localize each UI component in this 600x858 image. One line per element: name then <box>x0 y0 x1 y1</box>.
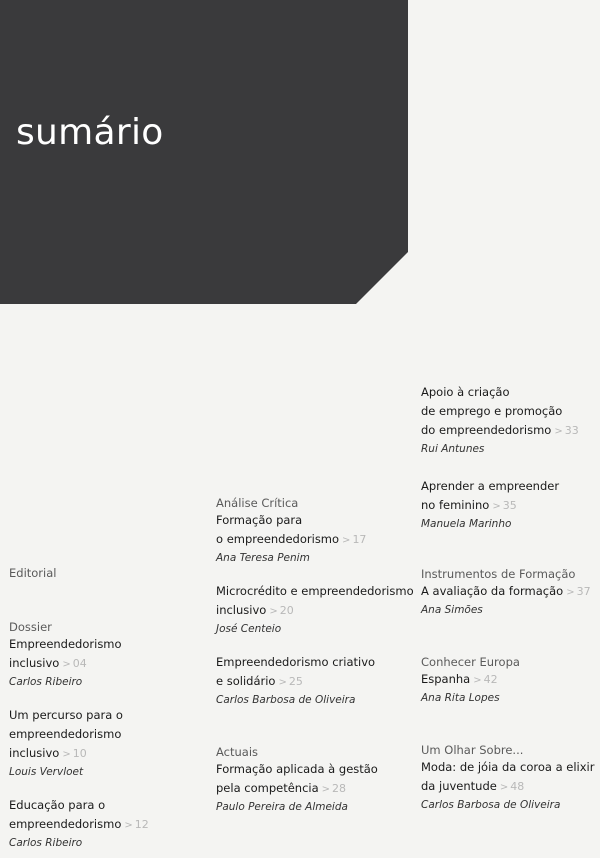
page-number: 17 <box>352 533 367 546</box>
entry-title: A avaliação da formação <box>421 584 564 598</box>
section-label-olhar: Um Olhar Sobre... <box>421 743 524 757</box>
author: Carlos Ribeiro <box>9 676 83 688</box>
entry-title: empreendedorismo inclusivo <box>9 727 122 760</box>
page-number: 35 <box>502 499 517 512</box>
entry-title: da juventude <box>421 779 497 793</box>
editorial-link[interactable]: Editorial <box>9 566 57 580</box>
toc-entry[interactable] <box>421 758 596 813</box>
entry-title-line: Aprender a empreender <box>421 479 560 493</box>
page-number: 37 <box>576 585 591 598</box>
page-number: 10 <box>72 747 87 760</box>
author: José Centeio <box>216 623 282 635</box>
arrow-icon: > <box>62 659 71 670</box>
arrow-icon: > <box>473 675 482 686</box>
toc-entry[interactable] <box>216 511 416 566</box>
arrow-icon: > <box>554 426 563 437</box>
entry-title: Espanha <box>421 672 471 686</box>
entry-title-line: Apoio à criação <box>421 385 510 399</box>
entry-title-line: Empreendedorismo criativo <box>216 655 376 669</box>
toc-entry[interactable] <box>9 706 199 780</box>
entry-title-line: Formação aplicada à gestão <box>216 762 378 776</box>
author: Carlos Barbosa de Oliveira <box>216 694 356 706</box>
arrow-icon: > <box>492 501 501 512</box>
author: Manuela Marinho <box>421 518 512 530</box>
entry-title: inclusivo <box>216 603 267 617</box>
page-number: 48 <box>510 780 525 793</box>
entry-title: e solidário <box>216 674 276 688</box>
arrow-icon: > <box>566 587 575 598</box>
toc-entry[interactable] <box>216 582 416 637</box>
section-label-europa: Conhecer Europa <box>421 655 520 669</box>
entry-title: do empreendedorismo <box>421 423 552 437</box>
author: Ana Teresa Penim <box>216 552 310 564</box>
entry-title: Empreendedorismo inclusivo <box>9 637 122 670</box>
entry-title-line: de emprego e promoção <box>421 404 563 418</box>
author: Carlos Barbosa de Oliveira <box>421 799 561 811</box>
toc-entry[interactable] <box>9 796 199 851</box>
page-number: 12 <box>134 818 149 831</box>
toc-entry[interactable] <box>216 760 416 815</box>
page-number: 25 <box>288 675 303 688</box>
author: Ana Simões <box>421 604 483 616</box>
toc-entry[interactable] <box>421 670 596 706</box>
middle-column <box>216 495 416 815</box>
page-title: sumário <box>16 112 164 153</box>
author: Rui Antunes <box>421 443 485 455</box>
author: Carlos Ribeiro <box>9 837 83 849</box>
entry-title: empreendedorismo <box>9 817 122 831</box>
section-label-instrumentos: Instrumentos de Formação <box>421 567 576 581</box>
arrow-icon: > <box>278 677 287 688</box>
toc-entry[interactable] <box>421 383 596 457</box>
page-number: 42 <box>483 673 498 686</box>
author: Paulo Pereira de Almeida <box>216 801 348 813</box>
arrow-icon: > <box>321 784 331 795</box>
page-number: 20 <box>279 604 294 617</box>
entry-title-line: Educação para o <box>9 798 106 812</box>
right-column <box>421 383 596 813</box>
toc-entry[interactable] <box>421 477 596 532</box>
arrow-icon: > <box>499 782 509 793</box>
page-number: 04 <box>72 657 87 670</box>
entry-title-line: Formação para <box>216 513 303 527</box>
author: Louis Vervloet <box>9 766 84 778</box>
entry-title-line: Moda: de jóia da coroa a elixir <box>421 760 595 774</box>
section-label-dossier: Dossier <box>9 620 52 634</box>
page-number: 33 <box>564 424 579 437</box>
author: Ana Rita Lopes <box>421 692 500 704</box>
arrow-icon: > <box>342 535 351 546</box>
section-label-analise: Análise Crítica <box>216 496 299 510</box>
toc-entry[interactable] <box>421 582 596 618</box>
entry-title-line: Microcrédito e empreendedorismo <box>216 584 414 598</box>
arrow-icon: > <box>269 606 278 617</box>
section-label-actuais: Actuais <box>216 745 259 759</box>
toc-entry[interactable] <box>216 653 416 708</box>
toc-entry[interactable] <box>9 635 199 690</box>
left-column <box>9 565 199 851</box>
entry-title: no feminino <box>421 498 490 512</box>
entry-title: pela competência <box>216 781 319 795</box>
page-number: 28 <box>332 782 347 795</box>
arrow-icon: > <box>124 820 133 831</box>
arrow-icon: > <box>62 749 71 760</box>
entry-title-line: Um percurso para o <box>9 708 123 722</box>
entry-title: o empreendedorismo <box>216 532 340 546</box>
